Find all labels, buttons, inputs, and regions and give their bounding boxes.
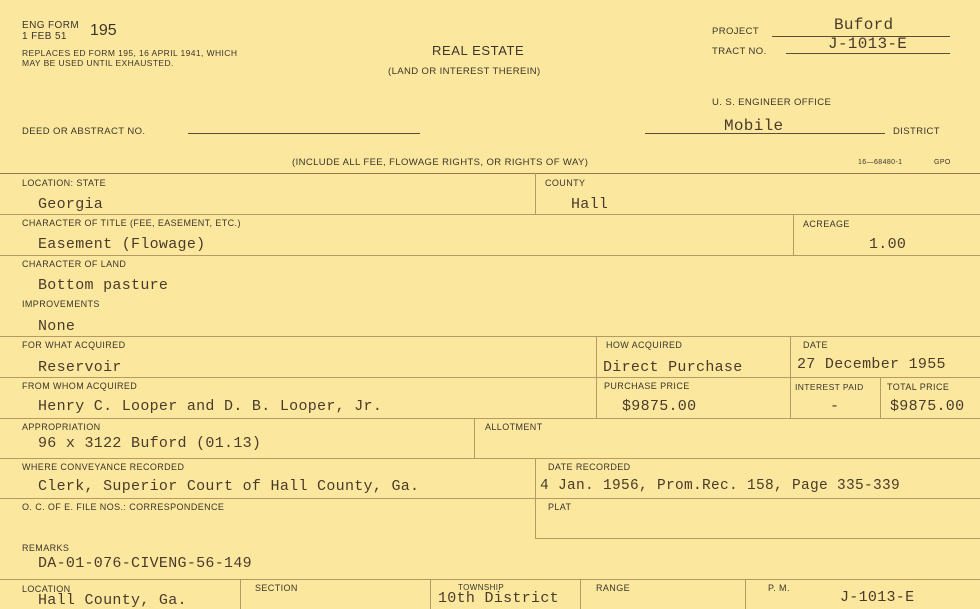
- grid-vline: [596, 336, 597, 418]
- total-price-value: $9875.00: [890, 398, 965, 415]
- purchase-price-value: $9875.00: [622, 398, 697, 415]
- grid-vline: [580, 579, 581, 609]
- grid-line-top: [0, 173, 980, 174]
- for-what-value: Reservoir: [38, 359, 122, 376]
- form-id-line1: ENG FORM: [22, 20, 80, 31]
- county-label: COUNTY: [545, 178, 586, 188]
- district-label: DISTRICT: [893, 126, 941, 137]
- interest-paid-label: INTEREST PAID: [795, 382, 864, 392]
- form-subtitle: (LAND OR INTEREST THEREIN): [388, 66, 541, 77]
- grid-line: [0, 579, 980, 580]
- grid-vline: [793, 214, 794, 255]
- oce-file-label: O. C. OF E. FILE NOS.: CORRESPONDENCE: [22, 502, 225, 512]
- pm-label: P. M.: [768, 583, 790, 593]
- location-state-label: LOCATION: STATE: [22, 178, 107, 188]
- plat-label: PLAT: [548, 502, 572, 512]
- grid-vline: [240, 579, 241, 609]
- appropriation-label: APPROPRIATION: [22, 422, 101, 432]
- from-whom-label: FROM WHOM ACQUIRED: [22, 381, 138, 391]
- location2-label: LOCATION: [22, 584, 71, 594]
- appropriation-value: 96 x 3122 Buford (01.13): [38, 435, 262, 452]
- date-recorded-label: DATE RECORDED: [548, 462, 631, 472]
- deed-underline: [188, 133, 420, 134]
- grid-line: [0, 214, 980, 215]
- county-value: Hall: [571, 196, 609, 213]
- acreage-label: ACREAGE: [803, 219, 850, 229]
- remarks-value: DA-01-076-CIVENG-56-149: [38, 555, 252, 572]
- total-price-label: TOTAL PRICE: [887, 382, 950, 392]
- from-whom-value: Henry C. Looper and D. B. Looper, Jr.: [38, 398, 383, 415]
- improvements-value: None: [38, 318, 76, 335]
- grid-line: [0, 418, 980, 419]
- office-label: U. S. ENGINEER OFFICE: [712, 97, 832, 108]
- range-label: RANGE: [596, 583, 631, 593]
- title-char-label: CHARACTER OF TITLE (FEE, EASEMENT, ETC.): [22, 218, 241, 228]
- include-note: (INCLUDE ALL FEE, FLOWAGE RIGHTS, OR RIGHTS OF WAY): [292, 157, 589, 168]
- purchase-price-label: PURCHASE PRICE: [604, 381, 690, 391]
- grid-vline: [430, 579, 431, 609]
- improvements-label: IMPROVEMENTS: [22, 299, 100, 309]
- grid-line: [0, 336, 980, 337]
- acreage-value: 1.00: [869, 236, 907, 253]
- form-number: 195: [90, 22, 117, 39]
- how-acquired-label: HOW ACQUIRED: [606, 340, 683, 350]
- date-label: DATE: [803, 340, 828, 350]
- grid-line: [0, 377, 980, 378]
- section-label: SECTION: [255, 583, 298, 593]
- date-value: 27 December 1955: [797, 356, 946, 373]
- project-value: Buford: [834, 16, 894, 34]
- allotment-label: ALLOTMENT: [485, 422, 543, 432]
- tract-underline: [786, 53, 950, 54]
- district-value: Mobile: [724, 117, 784, 135]
- title-char-value: Easement (Flowage): [38, 236, 206, 253]
- grid-line: [0, 498, 980, 499]
- gpo-label: GPO: [934, 159, 951, 166]
- grid-vline: [790, 336, 791, 418]
- location-state-value: Georgia: [38, 196, 104, 213]
- grid-vline: [474, 418, 475, 458]
- grid-vline: [745, 579, 746, 609]
- grid-line: [0, 458, 980, 459]
- grid-vline: [535, 458, 536, 539]
- tract-value: J-1013-E: [828, 35, 908, 53]
- grid-vline: [535, 173, 536, 214]
- pm-value: J-1013-E: [840, 589, 915, 606]
- replaces-line2: MAY BE USED UNTIL EXHAUSTED.: [22, 58, 174, 68]
- location2-value: Hall County, Ga.: [38, 592, 187, 609]
- land-char-label: CHARACTER OF LAND: [22, 259, 127, 269]
- project-label: PROJECT: [712, 26, 760, 37]
- how-acquired-value: Direct Purchase: [603, 359, 743, 376]
- grid-line: [535, 538, 980, 539]
- date-recorded-value: 4 Jan. 1956, Prom.Rec. 158, Page 335-339: [540, 478, 901, 494]
- tract-label: TRACT NO.: [712, 46, 767, 57]
- form-id-line2: 1 FEB 51: [22, 31, 67, 42]
- grid-vline: [880, 377, 881, 418]
- interest-paid-value: -: [830, 398, 840, 415]
- gpo-code: 16—68480-1: [858, 159, 903, 166]
- replaces-line1: REPLACES ED FORM 195, 16 APRIL 1941, WHICH: [22, 48, 238, 58]
- township-value: 10th District: [438, 590, 559, 607]
- for-what-label: FOR WHAT ACQUIRED: [22, 340, 126, 350]
- conveyance-value: Clerk, Superior Court of Hall County, Ga.: [38, 478, 420, 495]
- land-char-value: Bottom pasture: [38, 277, 169, 294]
- township-label: TOWNSHIP: [458, 583, 505, 592]
- conveyance-label: WHERE CONVEYANCE RECORDED: [22, 462, 185, 472]
- deed-label: DEED OR ABSTRACT NO.: [22, 126, 146, 137]
- grid-line: [0, 255, 980, 256]
- form-title: REAL ESTATE: [432, 43, 525, 58]
- remarks-label: REMARKS: [22, 543, 70, 553]
